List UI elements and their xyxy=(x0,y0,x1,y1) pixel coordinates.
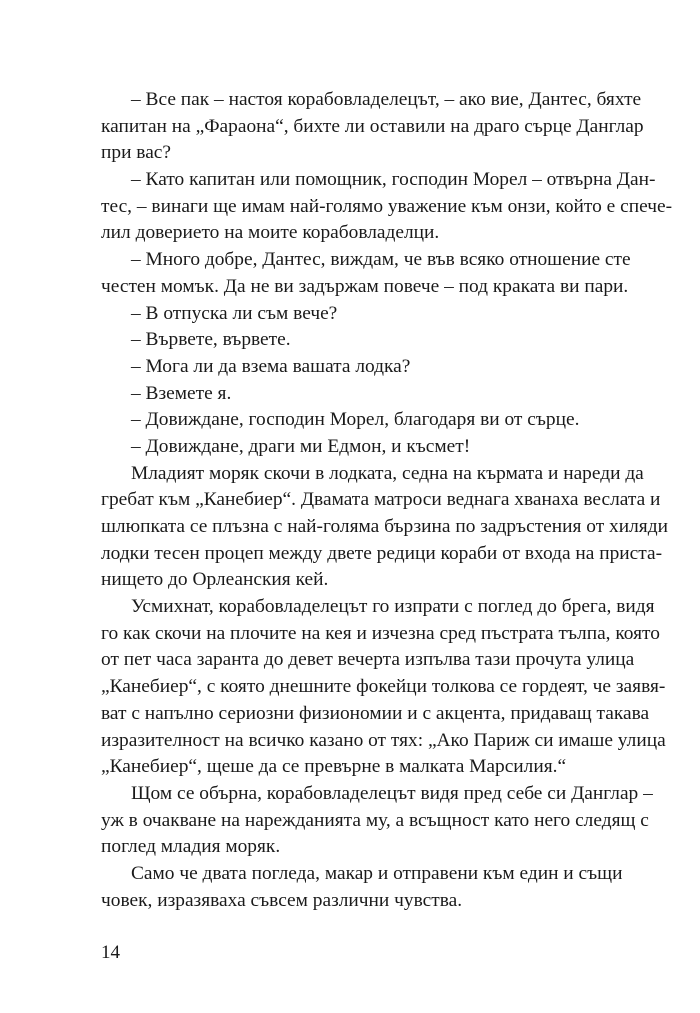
text-line: – Довиждане, господин Морел, благодаря ви от сърце. xyxy=(131,409,580,431)
text-line: – Мога ли да взема вашата лодка? xyxy=(131,355,411,377)
text-line: – Вървете, вървете. xyxy=(131,329,291,351)
text-line: нището до Орлеанския кей. xyxy=(101,569,329,591)
text-line: ват с напълно сериозни физиономии и с акцента, придаващ такава xyxy=(101,702,650,724)
text-line: при вас? xyxy=(101,142,172,164)
text-line: изразителност на всичко казано от тях: „Ако Париж си имаше улица xyxy=(101,729,666,751)
text-line: капитан на „Фараона“, бихте ли оставили на драго сърце Данглар xyxy=(101,115,644,137)
text-line: – Довиждане, драги ми Едмон, и късмет! xyxy=(131,435,471,457)
text-line: поглед младия моряк. xyxy=(101,836,281,858)
text-line: Щом се обърна, корабовладелецът видя пред себе си Данглар – xyxy=(131,782,653,804)
text-line: „Канебиер“, щеше да се превърне в малката Марсилия.“ xyxy=(101,756,567,778)
body-text xyxy=(101,87,673,914)
text-line: от пет часа заранта до девет вечерта изпълва тази прочута улица xyxy=(101,649,635,671)
text-line: Младият моряк скочи в лодката, седна на кърмата и нареди да xyxy=(131,462,644,484)
text-line: гребат към „Канебиер“. Двамата матроси веднага хванаха веслата и xyxy=(101,489,661,511)
text-line: лодки тесен процеп между двете редици кораби от входа на приста- xyxy=(101,542,663,564)
text-line: „Канебиер“, с която днешните фокейци толкова се гордеят, че заявя- xyxy=(101,676,666,698)
text-line: тес, – винаги ще имам най-голямо уважение към онзи, който е спече- xyxy=(101,195,673,217)
text-line: – Все пак – настоя корабовладелецът, – ако вие, Дантес, бяхте xyxy=(131,89,642,110)
text-line: Само че двата погледа, макар и отправени към един и същи xyxy=(131,862,623,884)
text-line: – В отпуска ли съм вече? xyxy=(131,302,338,324)
text-line: – Като капитан или помощник, господин Морел – отвърна Дан- xyxy=(131,169,656,191)
text-line: човек, изразяваха съвсем различни чувства. xyxy=(101,889,463,911)
page-number: 14 xyxy=(101,942,120,963)
text-line: честен момък. Да не ви задържам повече – под краката ви пари. xyxy=(101,275,629,297)
text-line: – Много добре, Дантес, виждам, че във всяко отношение сте xyxy=(131,249,631,271)
text-line: го как скочи на плочите на кея и изчезна сред пъстрата тълпа, която xyxy=(101,622,660,644)
text-line: лил доверието на моите корабовладелци. xyxy=(101,222,440,244)
text-line: шлюпката се плъзна с най-голяма бързина по задръстения от хиляди xyxy=(101,516,668,537)
text-line: Усмихнат, корабовладелецът го изпрати с поглед до брега, видя xyxy=(131,596,655,618)
text-line: уж в очакване на нарежданията му, а всъщност като него следящ с xyxy=(101,809,649,831)
text-line: – Вземете я. xyxy=(131,382,232,404)
